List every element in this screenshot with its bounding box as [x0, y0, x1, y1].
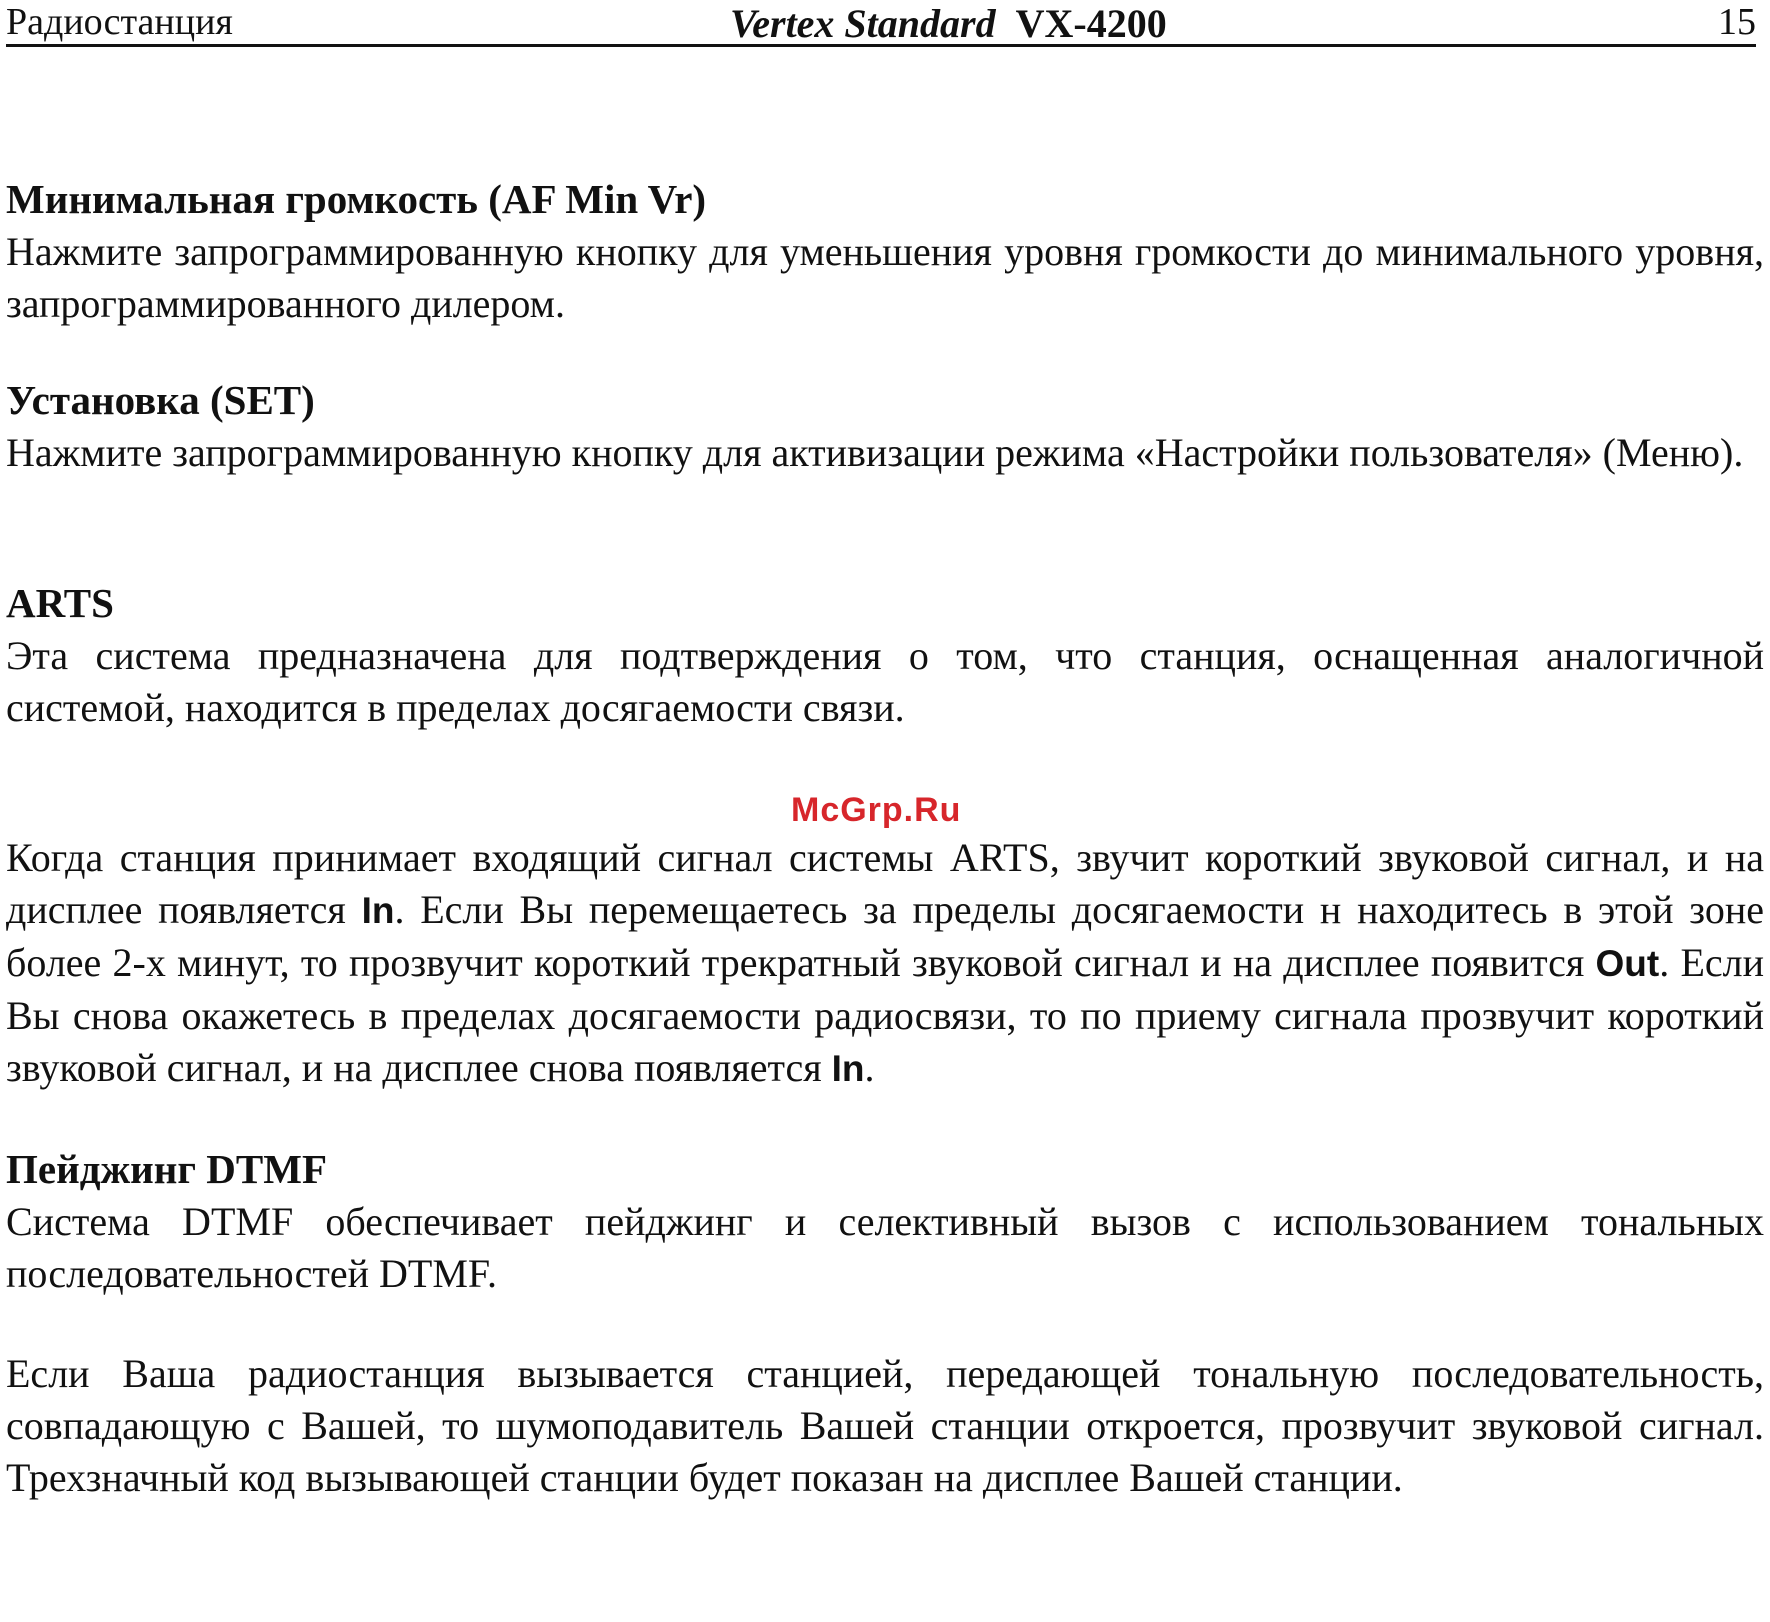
section-title-af-min: Минимальная громкость (AF Min Vr): [6, 176, 707, 222]
arts-text-part: Когда станция принимает входящий сигнал системы ARTS, звучит короткий звуковой сигнал, и на дисплее появляется: [6, 835, 1764, 932]
section-text-af-min: Нажмите запрограммированную кнопку для уменьшения уровня громкости до минимального уровня, запрограммированного дилером.: [6, 229, 1764, 326]
header-brand: Vertex Standard: [730, 1, 996, 46]
arts-text-part: . Если Вы снова окажетесь в пределах досягаемости радиосвязи, то по приему сигнала прозвучит короткий звуковой сигнал, и на дисплее снова появляется: [6, 940, 1765, 1090]
section-text-set: Нажмите запрограммированную кнопку для активизации режима «Настройки пользователя» (Меню).: [6, 430, 1744, 475]
section-text-arts-2: [6, 832, 1764, 1095]
page-header: [6, 0, 1756, 47]
page-number: 15: [1718, 1, 1756, 43]
header-title: Радиостанция: [6, 1, 233, 43]
display-indicator-in: In: [831, 1048, 865, 1089]
section-title-set: Установка (SET): [6, 377, 315, 423]
arts-text-part: .: [864, 1045, 875, 1090]
section-text-dtmf-1: Система DTMF обеспечивает пейджинг и селективный вызов с использованием тональных последовательностей DTMF.: [6, 1199, 1764, 1296]
section-title-arts: ARTS: [6, 580, 114, 626]
watermark-logo: McGrp.Ru: [791, 791, 962, 829]
header-model: [730, 0, 1167, 47]
page-body: [6, 173, 1764, 1504]
header-model-number: VX-4200: [1015, 1, 1167, 46]
section-text-arts-1: Эта система предназначена для подтверждения о том, что станция, оснащенная аналогичной системой, находится в пределах досягаемости связи.: [6, 633, 1764, 730]
arts-text-part: . Если Вы перемещаетесь за пределы досягаемости н находитесь в этой зоне более 2-х минут, то прозвучит короткий трекратный звуковой сигнал и на дисплее появится: [6, 887, 1764, 985]
display-indicator-out: Out: [1595, 943, 1660, 984]
display-indicator-in: In: [361, 890, 395, 931]
section-text-dtmf-2: Если Ваша радиостанция вызывается станцией, передающей тональную последовательность, совпадающую с Вашей, то шумоподавитель Вашей станции откроется, прозвучит звуковой сигнал. Трехзначный код вызывающей станции будет показан на дисплее Вашей станции.: [6, 1351, 1764, 1500]
section-title-dtmf: Пейджинг DTMF: [6, 1146, 327, 1192]
